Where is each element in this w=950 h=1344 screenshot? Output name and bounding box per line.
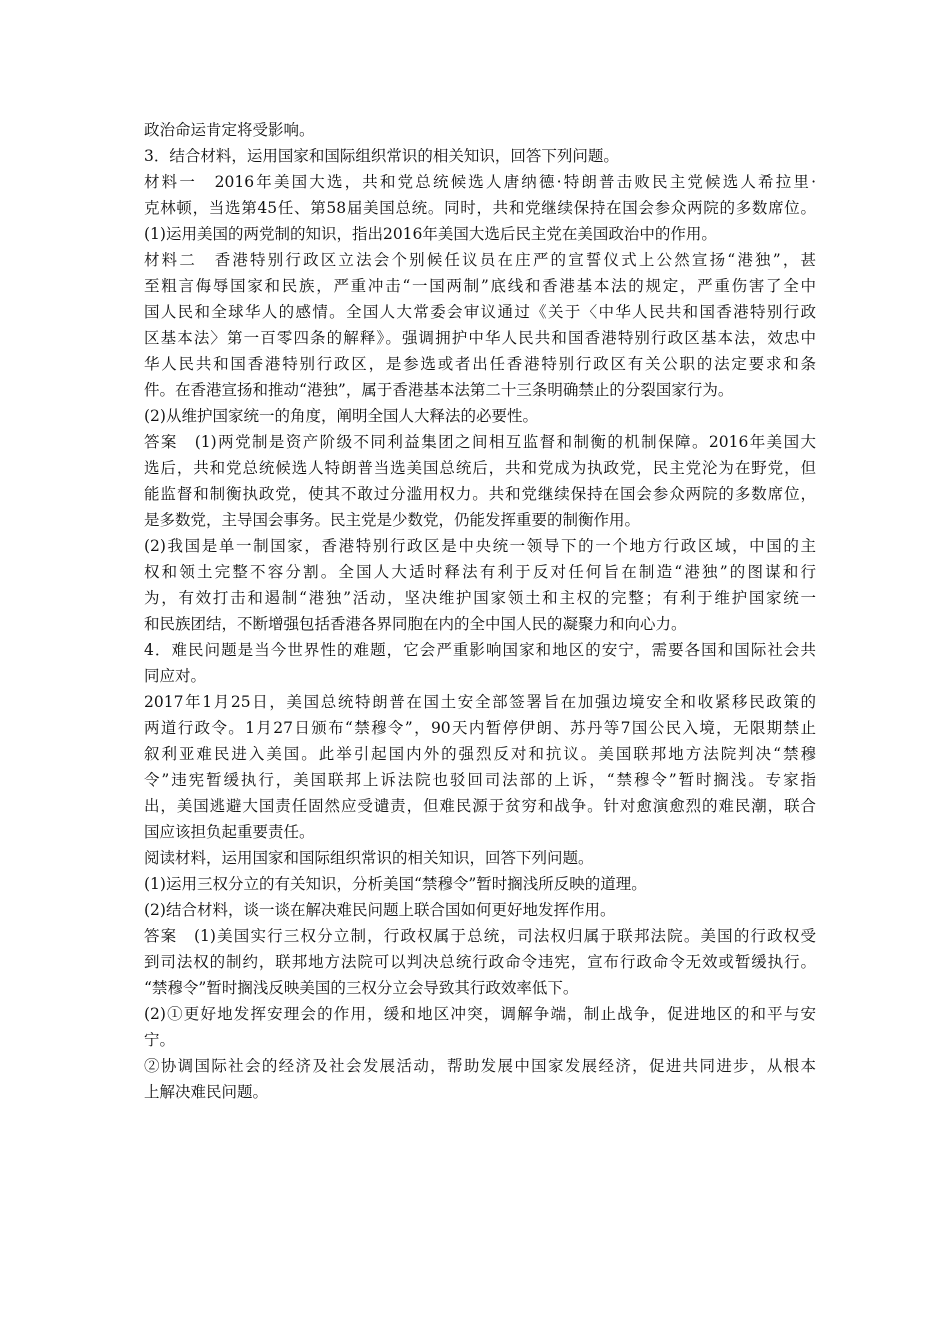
text-line: (2)从维护国家统一的角度，阐明全国人大释法的必要性。 [144, 407, 538, 425]
text-line: 件。在香港宣扬和推动“港独”，属于香港基本法第二十三条明确禁止的分裂国家行为。 [144, 381, 734, 399]
text-line: (2)①更好地发挥安理会的作用，缓和地区冲突，调解争端，制止战争，促进地区的和平与安 [144, 1005, 816, 1023]
text-line: 政治命运肯定将受影响。 [144, 121, 315, 139]
text-line: 国应该担负起重要责任。 [144, 823, 315, 841]
text-line: 至粗言侮辱国家和民族，严重冲击“一国两制”底线和香港基本法的规定，严重伤害了全中 [144, 277, 816, 295]
text-line: 克林顿，当选第45任、第58届美国总统。同时，共和党继续保持在国会参众两院的多数席位。 [144, 199, 816, 217]
text-line: 答案 (1)美国实行三权分立制，行政权属于总统，司法权归属于联邦法院。美国的行政权受 [144, 927, 816, 945]
document-body [144, 117, 816, 1105]
text-line: 到司法权的制约，联邦地方法院可以判决总统行政命令违宪，宣布行政命令无效或暂缓执行。 [144, 953, 816, 971]
text-line: 阅读材料，运用国家和国际组织常识的相关知识，回答下列问题。 [144, 849, 594, 867]
text-line: 材料二 香港特别行政区立法会个别候任议员在庄严的宣誓仪式上公然宣扬“港独”，甚 [144, 251, 816, 269]
text-line: 宁。 [144, 1031, 176, 1049]
text-line: (1)运用三权分立的有关知识，分析美国“禁穆令”暂时搁浅所反映的道理。 [144, 875, 647, 893]
text-line: 两道行政令。1月27日颁布“禁穆令”，90天内暂停伊朗、苏丹等7国公民入境，无限期禁止 [144, 719, 816, 737]
text-line: (1)运用美国的两党制的知识，指出2016年美国大选后民主党在美国政治中的作用。 [144, 225, 717, 243]
text-line: (2)结合材料，谈一谈在解决难民问题上联合国如何更好地发挥作用。 [144, 901, 616, 919]
text-line: 上解决难民问题。 [144, 1083, 269, 1101]
text-line: 能监督和制衡执政党，使其不敢过分滥用权力。共和党继续保持在国会参众两院的多数席位， [144, 485, 816, 503]
text-line: 区基本法〉第一百零四条的解释》。强调拥护中华人民共和国香港特别行政区基本法，效忠中 [144, 329, 816, 347]
text-line: 权和领土完整不容分割。全国人大适时释法有利于反对任何旨在制造“港独”的图谋和行 [144, 563, 816, 581]
text-line: 出，美国逃避大国责任固然应受谴责，但难民源于贫穷和战争。针对愈演愈烈的难民潮，联合 [144, 797, 816, 815]
text-line: 答案 (1)两党制是资产阶级不同利益集团之间相互监督和制衡的机制保障。2016年美国大 [144, 433, 816, 451]
text-line: 同应对。 [144, 667, 207, 685]
text-line: 和民族团结，不断增强包括香港各界同胞在内的全中国人民的凝聚力和向心力。 [144, 615, 687, 633]
text-line: 是多数党，主导国会事务。民主党是少数党，仍能发挥重要的制衡作用。 [144, 511, 641, 529]
text-line: 为，有效打击和遏制“港独”活动，坚决维护国家领土和主权的完整；有利于维护国家统一 [144, 589, 816, 607]
text-line: 选后，共和党总统候选人特朗普当选美国总统后，共和党成为执政党，民主党沦为在野党，但 [144, 459, 816, 477]
text-line: 材料一 2016年美国大选，共和党总统候选人唐纳德·特朗普击败民主党候选人希拉里· [144, 173, 816, 191]
text-line: 国人民和全球华人的感情。全国人大常委会审议通过《关于〈中华人民共和国香港特别行政 [144, 303, 816, 321]
text-line: ②协调国际社会的经济及社会发展活动，帮助发展中国家发展经济，促进共同进步，从根本 [144, 1057, 816, 1075]
text-line: 叙利亚难民进入美国。此举引起国内外的强烈反对和抗议。美国联邦地方法院判决“禁穆 [144, 745, 816, 763]
text-line: 2017年1月25日，美国总统特朗普在国土安全部签署旨在加强边境安全和收紧移民政策的 [144, 693, 816, 711]
text-line: (2)我国是单一制国家，香港特别行政区是中央统一领导下的一个地方行政区域，中国的主 [144, 537, 816, 555]
text-line: 令”违宪暂缓执行，美国联邦上诉法院也驳回司法部的上诉，“禁穆令”暂时搁浅。专家指 [144, 771, 816, 789]
text-line: “禁穆令”暂时搁浅反映美国的三权分立会导致其行政效率低下。 [144, 979, 579, 997]
text-line: 4．难民问题是当今世界性的难题，它会严重影响国家和地区的安宁，需要各国和国际社会共 [144, 641, 816, 659]
text-line: 华人民共和国香港特别行政区，是参选或者出任香港特别行政区有关公职的法定要求和条 [144, 355, 816, 373]
text-line: 3．结合材料，运用国家和国际组织常识的相关知识，回答下列问题。 [144, 147, 619, 165]
